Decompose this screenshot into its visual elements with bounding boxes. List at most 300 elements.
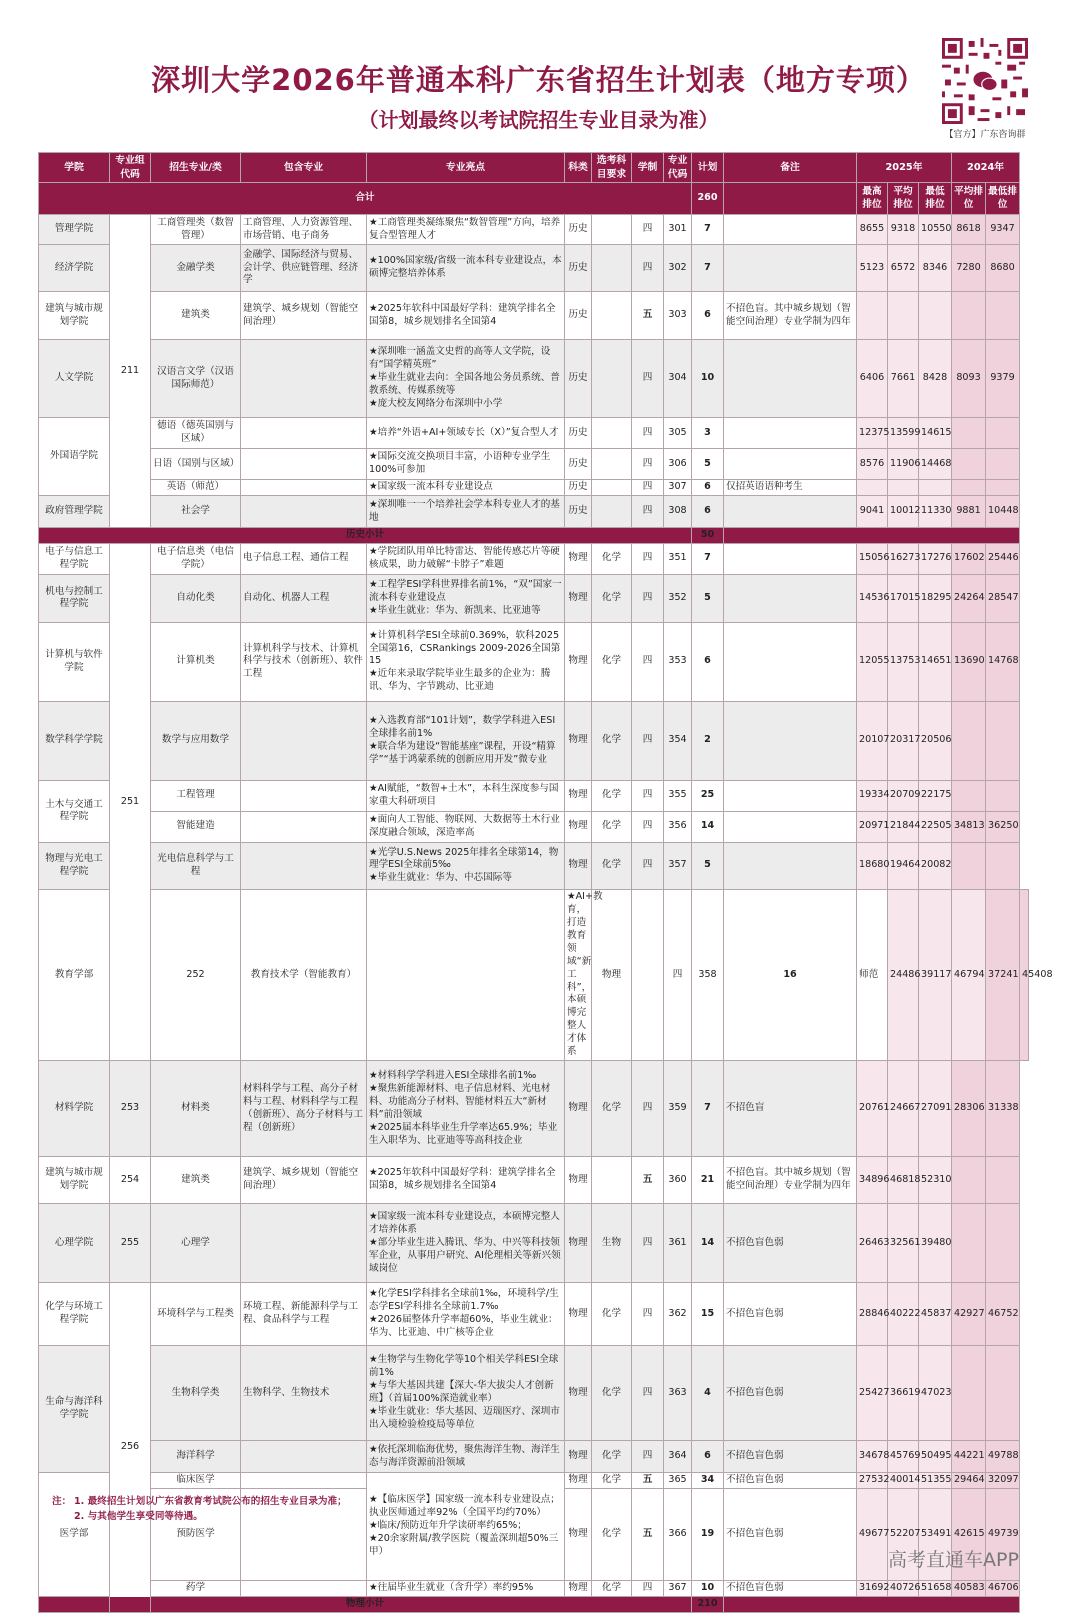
rank-cell: 11330 <box>919 496 952 528</box>
college-cell: 政府管理学院 <box>39 496 110 528</box>
table-row <box>39 1204 1029 1283</box>
physics-subtotal-label: 物理小计 <box>39 1597 692 1613</box>
subject-cell: 物理 <box>565 1346 592 1441</box>
note-2: 2. 与其他学生享受同等待遇。 <box>74 1510 203 1522</box>
duration-cell: 四 <box>632 1581 664 1597</box>
major-cell: 教育技术学（智能教育） <box>241 889 367 1060</box>
rank-cell: 14615 <box>919 418 952 449</box>
rank-cell: 34813 <box>952 811 986 842</box>
table-row <box>39 1581 1029 1597</box>
rank-cell: 20971 <box>857 811 888 842</box>
table-row <box>39 811 1029 842</box>
major-code-cell: 303 <box>664 292 692 340</box>
rank-cell: 24264 <box>952 574 986 622</box>
header-major-code: 专业代码 <box>664 153 692 183</box>
included-cell: 金融学、国际经济与贸易、会计学、供应链管理、经济学 <box>241 245 367 292</box>
college-cell: 物理与光电工程学院 <box>39 842 110 889</box>
duration-cell: 四 <box>632 1346 664 1441</box>
rank-cell: 14651 <box>919 622 952 701</box>
rank-cell: 17276 <box>919 543 952 574</box>
table-row <box>39 480 1029 496</box>
rank-cell: 7280 <box>952 245 986 292</box>
major-code-cell: 357 <box>664 842 692 889</box>
elective-cell <box>592 340 632 418</box>
duration-cell: 四 <box>632 622 664 701</box>
rank-cell <box>952 1204 986 1283</box>
elective-cell <box>592 480 632 496</box>
rank-cell <box>952 292 986 340</box>
rank-cell: 34896 <box>857 1157 888 1204</box>
rank-cell: 17015 <box>888 574 919 622</box>
rank-cell: 20107 <box>857 701 888 780</box>
rank-cell: 8346 <box>919 245 952 292</box>
major-cell: 汉语言文学（汉语国际师范） <box>151 340 241 418</box>
major-cell: 建筑类 <box>151 1157 241 1204</box>
rank-cell: 19464 <box>888 842 919 889</box>
rank-cell: 36619 <box>888 1346 919 1441</box>
elective-cell <box>592 1157 632 1204</box>
rank-cell: 32097 <box>986 1473 1020 1489</box>
included-cell: 生物科学、生物技术 <box>241 1346 367 1441</box>
duration-cell: 四 <box>632 245 664 292</box>
rank-cell: 46818 <box>888 1157 919 1204</box>
remarks-cell: 不招色盲色弱 <box>724 1441 857 1473</box>
subject-cell: 物理 <box>565 842 592 889</box>
rank-cell: 46752 <box>986 1283 1020 1346</box>
major-code-cell: 301 <box>664 215 692 245</box>
included-cell <box>241 1581 367 1597</box>
included-cell: 材料科学与工程、高分子材料与工程、材料科学与工程（创新班）、高分子材料与工程（创新班） <box>241 1061 367 1157</box>
history-subtotal-label: 历史小计 <box>39 528 692 544</box>
group-code-cell: 253 <box>110 1061 151 1157</box>
highlight-cell: ★AI+教育，打造教育领域“新工科”，本硕博完整人才体系 <box>565 889 592 1060</box>
highlight-cell: ★工程学ESI学科世界排名前1%，“双”国家一流本科专业建设点 ★毕业生就业：华为、新凯来、比亚迪等 <box>367 574 565 622</box>
subject-cell: 物理 <box>565 1061 592 1157</box>
included-cell <box>241 496 367 528</box>
remarks-cell <box>724 449 857 480</box>
major-code-cell: 360 <box>664 1157 692 1204</box>
plan-cell: 2 <box>692 701 724 780</box>
rank-cell <box>952 1157 986 1204</box>
college-cell: 计算机与软件学院 <box>39 622 110 701</box>
rank-cell: 18680 <box>857 842 888 889</box>
rank-cell: 45837 <box>919 1283 952 1346</box>
total-plan: 260 <box>692 183 724 215</box>
group-code-cell: 254 <box>110 1157 151 1204</box>
remarks-cell <box>724 701 857 780</box>
highlight-cell: ★面向人工智能、物联网、大数据等土木行业深度融合领域，深造率高 <box>367 811 565 842</box>
rank-cell: 20761 <box>857 1061 888 1157</box>
table-row <box>39 292 1029 340</box>
major-cell: 数学与应用数学 <box>151 701 241 780</box>
remarks-cell: 仅招英语语种考生 <box>724 480 857 496</box>
rank-cell: 11906 <box>888 449 919 480</box>
rank-cell: 36250 <box>986 811 1020 842</box>
qr-code-icon[interactable] <box>942 38 1028 124</box>
major-cell: 心理学 <box>151 1204 241 1283</box>
highlight-cell: ★国家级一流本科专业建设点，本硕博完整人才培养体系 ★部分毕业生进入腾讯、华为、中兴等科技领军企业，从事用户研究、AI伦理相关等新兴领域岗位 <box>367 1204 565 1283</box>
highlight-cell: ★学院团队用单比特雷达、智能传感芯片等硬核成果，助力破解“卡脖子”难题 <box>367 543 565 574</box>
rank-cell: 45769 <box>888 1441 919 1473</box>
highlight-cell: ★光学U.S.News 2025年排名全球第14，物理学ESI全球前5‰ ★毕业生就业：华为、中芯国际等 <box>367 842 565 889</box>
plan-cell: 5 <box>692 842 724 889</box>
major-cell: 海洋科学 <box>151 1441 241 1473</box>
header-elective: 选考科目要求 <box>592 153 632 183</box>
table-row <box>39 215 1029 245</box>
table-row <box>39 889 1029 1060</box>
rank-cell: 34678 <box>857 1441 888 1473</box>
remarks-cell <box>724 574 857 622</box>
table-row <box>39 1283 1029 1346</box>
major-code-cell: 367 <box>664 1581 692 1597</box>
major-cell: 社会学 <box>151 496 241 528</box>
highlight-cell: ★材料科学学科进入ESI全球排名前1‰ ★聚焦新能源材料、电子信息材料、光电材料、功能高分子材料、智能材料五大“新材料”前沿领域 ★2025届本科毕业生升学率达65.9%；毕业生入职华为、比亚迪等等高科技企业 <box>367 1061 565 1157</box>
major-cell: 光电信息科学与工程 <box>151 842 241 889</box>
subject-cell: 历史 <box>565 215 592 245</box>
rank-cell: 31338 <box>986 1061 1020 1157</box>
duration-cell: 四 <box>664 889 692 1060</box>
elective-cell <box>632 889 664 1060</box>
major-code-cell: 366 <box>664 1489 692 1581</box>
included-cell: 工商管理、人力资源管理、市场营销、电子商务 <box>241 215 367 245</box>
elective-cell: 化学 <box>592 1061 632 1157</box>
table-row <box>39 701 1029 780</box>
included-cell: 自动化、机器人工程 <box>241 574 367 622</box>
table-row <box>39 842 1029 889</box>
included-cell <box>241 701 367 780</box>
rank-cell: 22505 <box>919 811 952 842</box>
subject-cell: 历史 <box>565 496 592 528</box>
group-code-cell: 252 <box>151 889 241 1060</box>
rank-cell <box>888 480 919 496</box>
duration-cell: 五 <box>632 1473 664 1489</box>
rank-cell: 14468 <box>919 449 952 480</box>
plan-cell: 16 <box>724 889 857 1060</box>
rank-cell: 24486 <box>888 889 919 1060</box>
rank-cell <box>952 480 986 496</box>
elective-cell: 生物 <box>592 1204 632 1283</box>
rank-cell <box>986 449 1020 480</box>
rank-cell: 13753 <box>888 622 919 701</box>
remarks-cell: 不招色盲。其中城乡规划（智能空间治理）专业学制为四年 <box>724 1157 857 1204</box>
remarks-cell <box>724 496 857 528</box>
major-code-cell: 305 <box>664 418 692 449</box>
rank-cell: 17602 <box>952 543 986 574</box>
elective-cell <box>592 292 632 340</box>
rank-cell: 40222 <box>888 1283 919 1346</box>
watermark: 高考直通车APP <box>888 1549 1019 1571</box>
rank-cell: 28306 <box>952 1061 986 1157</box>
remarks-cell: 不招色盲色弱 <box>724 1346 857 1441</box>
major-code-cell: 359 <box>664 1061 692 1157</box>
rank-cell <box>986 292 1020 340</box>
plan-cell: 5 <box>692 574 724 622</box>
included-cell <box>241 418 367 449</box>
subject-cell: 物理 <box>565 1204 592 1283</box>
plan-cell: 15 <box>692 1283 724 1346</box>
rank-cell: 25446 <box>986 543 1020 574</box>
header-group-code: 专业组代码 <box>110 153 151 183</box>
page-title: 深圳大学2026年普通本科广东省招生计划表（地方专项） <box>151 63 926 97</box>
rank-cell: 8655 <box>857 215 888 245</box>
rank-cell <box>986 480 1020 496</box>
elective-cell <box>592 449 632 480</box>
plan-cell: 14 <box>692 1204 724 1283</box>
college-cell: 生命与海洋科学学院 <box>39 1346 110 1473</box>
plan-cell: 6 <box>692 1441 724 1473</box>
subject-cell: 物理 <box>565 1157 592 1204</box>
elective-cell <box>592 418 632 449</box>
header-highlights: 专业亮点 <box>367 153 565 183</box>
plan-cell: 5 <box>692 449 724 480</box>
history-subtotal-row <box>39 528 1029 544</box>
physics-subtotal-plan: 210 <box>692 1597 724 1613</box>
rank-cell: 53491 <box>919 1489 952 1581</box>
rank-cell: 49677 <box>857 1489 888 1581</box>
college-cell: 经济学院 <box>39 245 110 292</box>
table-row <box>39 1473 1029 1489</box>
major-code-cell: 352 <box>664 574 692 622</box>
major-cell: 生物科学类 <box>151 1346 241 1441</box>
rank-cell: 9318 <box>888 215 919 245</box>
subject-cell: 物理 <box>592 889 632 1060</box>
notes-label: 注： <box>52 1496 72 1507</box>
included-cell <box>367 889 565 1060</box>
header-college: 学院 <box>39 153 110 183</box>
included-cell <box>241 1473 367 1489</box>
major-cell: 日语（国别与区域） <box>151 449 241 480</box>
table-row <box>39 780 1029 811</box>
rank-cell <box>857 292 888 340</box>
rank-cell: 40583 <box>952 1581 986 1597</box>
rank-cell: 50495 <box>919 1441 952 1473</box>
included-cell: 环境工程、新能源科学与工程、食品科学与工程 <box>241 1283 367 1346</box>
major-cell: 电子信息类（电信学院） <box>151 543 241 574</box>
duration-cell: 五 <box>632 292 664 340</box>
table-row <box>39 245 1029 292</box>
highlight-cell: ★入选教育部“101计划”，数学学科进入ESI全球排名前1% ★联合华为建设“智能基座”课程，开设“精算学”“基于鸿蒙系统的创新应用开发”微专业 <box>367 701 565 780</box>
rank-cell <box>986 418 1020 449</box>
major-code-cell: 364 <box>664 1441 692 1473</box>
duration-cell: 四 <box>632 811 664 842</box>
remarks-cell: 不招色盲。其中城乡规划（智能空间治理）专业学制为四年 <box>724 292 857 340</box>
duration-cell: 四 <box>632 701 664 780</box>
table-row <box>39 418 1029 449</box>
footnotes <box>52 1495 347 1525</box>
group-code-cell: 211 <box>110 215 151 528</box>
header-2024: 2024年 <box>952 153 1020 183</box>
major-code-cell: 304 <box>664 340 692 418</box>
plan-cell: 6 <box>692 496 724 528</box>
rank-cell: 31692 <box>857 1581 888 1597</box>
plan-cell: 7 <box>692 245 724 292</box>
remarks-cell <box>724 215 857 245</box>
major-cell: 金融学类 <box>151 245 241 292</box>
plan-cell: 10 <box>692 340 724 418</box>
major-code-cell: 354 <box>664 701 692 780</box>
rank-cell: 52310 <box>919 1157 952 1204</box>
elective-cell: 化学 <box>592 701 632 780</box>
major-cell: 建筑类 <box>151 292 241 340</box>
rank-cell: 39480 <box>919 1204 952 1283</box>
included-cell <box>241 780 367 811</box>
rank-cell: 14768 <box>986 622 1020 701</box>
remarks-cell <box>724 245 857 292</box>
duration-cell: 四 <box>632 418 664 449</box>
major-code-cell: 365 <box>664 1473 692 1489</box>
rank-cell <box>888 292 919 340</box>
subject-cell: 物理 <box>565 1283 592 1346</box>
rank-cell: 10012 <box>888 496 919 528</box>
duration-cell: 四 <box>632 543 664 574</box>
rank-cell <box>986 1204 1020 1283</box>
rank-cell: 19334 <box>857 780 888 811</box>
rank-cell: 20506 <box>919 701 952 780</box>
elective-cell <box>592 496 632 528</box>
elective-cell: 化学 <box>592 1489 632 1581</box>
header-plan: 计划 <box>692 153 724 183</box>
rank-cell: 10448 <box>986 496 1020 528</box>
header-avg-rank-2024: 平均排位 <box>952 183 986 215</box>
subject-cell: 物理 <box>565 1581 592 1597</box>
major-cell: 药学 <box>151 1581 241 1597</box>
major-cell: 工商管理类（数智管理） <box>151 215 241 245</box>
major-cell: 预防医学 <box>151 1489 241 1581</box>
rank-cell: 16273 <box>888 543 919 574</box>
rank-cell <box>952 842 986 889</box>
elective-cell: 化学 <box>592 574 632 622</box>
remarks-cell: 师范 <box>857 889 888 1060</box>
rank-cell: 26463 <box>857 1204 888 1283</box>
rank-cell: 15056 <box>857 543 888 574</box>
plan-cell: 3 <box>692 418 724 449</box>
duration-cell: 四 <box>632 215 664 245</box>
plan-cell: 4 <box>692 1346 724 1441</box>
rank-cell: 46706 <box>986 1581 1020 1597</box>
plan-cell: 34 <box>692 1473 724 1489</box>
duration-cell: 四 <box>632 1061 664 1157</box>
subject-cell: 历史 <box>565 480 592 496</box>
major-code-cell: 355 <box>664 780 692 811</box>
subject-cell: 物理 <box>565 543 592 574</box>
remarks-cell <box>724 418 857 449</box>
rank-cell: 6572 <box>888 245 919 292</box>
rank-cell: 7661 <box>888 340 919 418</box>
highlight-cell: ★国际交流交换项目丰富，小语种专业学生100%可参加 <box>367 449 565 480</box>
major-cell: 德语（德英国别与区域） <box>151 418 241 449</box>
header-remarks: 备注 <box>724 153 857 183</box>
plan-cell: 6 <box>692 622 724 701</box>
enrollment-plan-table <box>38 152 1053 1613</box>
remarks-cell <box>724 622 857 701</box>
rank-cell: 20317 <box>888 701 919 780</box>
rank-cell: 44221 <box>952 1441 986 1473</box>
highlight-cell: ★生物学与生物化学等10个相关学科ESI全球前1% ★与华大基因共建【深大-华大拔尖人才创新班】（首届100%深造就业率） ★毕业生就业：华大基因、迈瑞医疗、深圳市出入境检验检疫局等单位 <box>367 1346 565 1441</box>
rank-cell: 12375 <box>857 418 888 449</box>
table-row <box>39 496 1029 528</box>
elective-cell: 化学 <box>592 1441 632 1473</box>
duration-cell: 五 <box>632 1157 664 1204</box>
major-cell: 计算机类 <box>151 622 241 701</box>
rank-cell <box>919 480 952 496</box>
duration-cell: 四 <box>632 842 664 889</box>
duration-cell: 四 <box>632 780 664 811</box>
rank-cell <box>986 701 1020 780</box>
remarks-cell <box>724 842 857 889</box>
college-cell: 土木与交通工程学院 <box>39 780 110 842</box>
rank-cell: 20709 <box>888 780 919 811</box>
remarks-cell: 不招色盲 <box>724 1061 857 1157</box>
table-row <box>39 1061 1029 1157</box>
subject-cell: 历史 <box>565 292 592 340</box>
included-cell <box>241 1204 367 1283</box>
college-cell: 建筑与城市规划学院 <box>39 292 110 340</box>
rank-cell: 32561 <box>888 1204 919 1283</box>
rank-cell: 8618 <box>952 215 986 245</box>
major-code-cell: 307 <box>664 480 692 496</box>
highlight-cell: ★培养“外语+AI+领域专长（X）”复合型人才 <box>367 418 565 449</box>
elective-cell <box>592 215 632 245</box>
plan-cell: 7 <box>692 1061 724 1157</box>
rank-cell: 13690 <box>952 622 986 701</box>
rank-cell: 47023 <box>919 1346 952 1441</box>
plan-cell: 14 <box>692 811 724 842</box>
included-cell <box>241 1441 367 1473</box>
highlight-cell: ★国家级一流本科专业建设点 <box>367 480 565 496</box>
rank-cell: 9379 <box>986 340 1020 418</box>
college-cell: 人文学院 <box>39 340 110 418</box>
rank-cell: 6406 <box>857 340 888 418</box>
included-cell <box>241 480 367 496</box>
rank-cell: 13599 <box>888 418 919 449</box>
plan-cell: 21 <box>692 1157 724 1204</box>
major-code-cell: 358 <box>692 889 724 1060</box>
group-code-cell: 255 <box>110 1204 151 1283</box>
rank-cell: 8680 <box>986 245 1020 292</box>
college-cell: 数学科学学院 <box>39 701 110 780</box>
remarks-cell <box>724 543 857 574</box>
college-cell: 电子与信息工程学院 <box>39 543 110 574</box>
major-cell: 临床医学 <box>151 1473 241 1489</box>
college-cell: 心理学院 <box>39 1204 110 1283</box>
major-code-cell: 356 <box>664 811 692 842</box>
major-cell: 英语（师范） <box>151 480 241 496</box>
rank-cell: 45408 <box>1020 889 1029 1060</box>
highlight-cell: ★AI赋能，“数智+土木”，本科生深度参与国家重大科研项目 <box>367 780 565 811</box>
rank-cell: 51355 <box>919 1473 952 1489</box>
highlight-cell: ★依托深圳临海优势，聚焦海洋生物、海洋生态与海洋资源前沿领域 <box>367 1441 565 1473</box>
table-row <box>39 543 1029 574</box>
header-avg-rank: 平均排位 <box>888 183 919 215</box>
rank-cell <box>952 780 986 811</box>
major-code-cell: 353 <box>664 622 692 701</box>
included-cell <box>241 811 367 842</box>
rank-cell: 49788 <box>986 1441 1020 1473</box>
included-cell <box>241 842 367 889</box>
major-code-cell: 361 <box>664 1204 692 1283</box>
elective-cell: 化学 <box>592 1283 632 1346</box>
highlight-cell: ★深圳唯一一个培养社会学本科专业人才的基地 <box>367 496 565 528</box>
highlight-cell: ★计算机科学ESI全球前0.369%，软科2025全国第16，CSRankings 2009-2026全国第15 ★近年来录取学院毕业生最多的企业为：腾讯、华为、字节跳动、比亚迪 <box>367 622 565 701</box>
rank-cell: 20082 <box>919 842 952 889</box>
plan-cell: 6 <box>692 480 724 496</box>
plan-cell: 7 <box>692 543 724 574</box>
included-cell: 建筑学、城乡规划（智能空间治理） <box>241 292 367 340</box>
subject-cell: 历史 <box>565 418 592 449</box>
remarks-cell: 不招色盲色弱 <box>724 1204 857 1283</box>
duration-cell: 四 <box>632 449 664 480</box>
physics-subtotal-row <box>39 1597 1029 1613</box>
